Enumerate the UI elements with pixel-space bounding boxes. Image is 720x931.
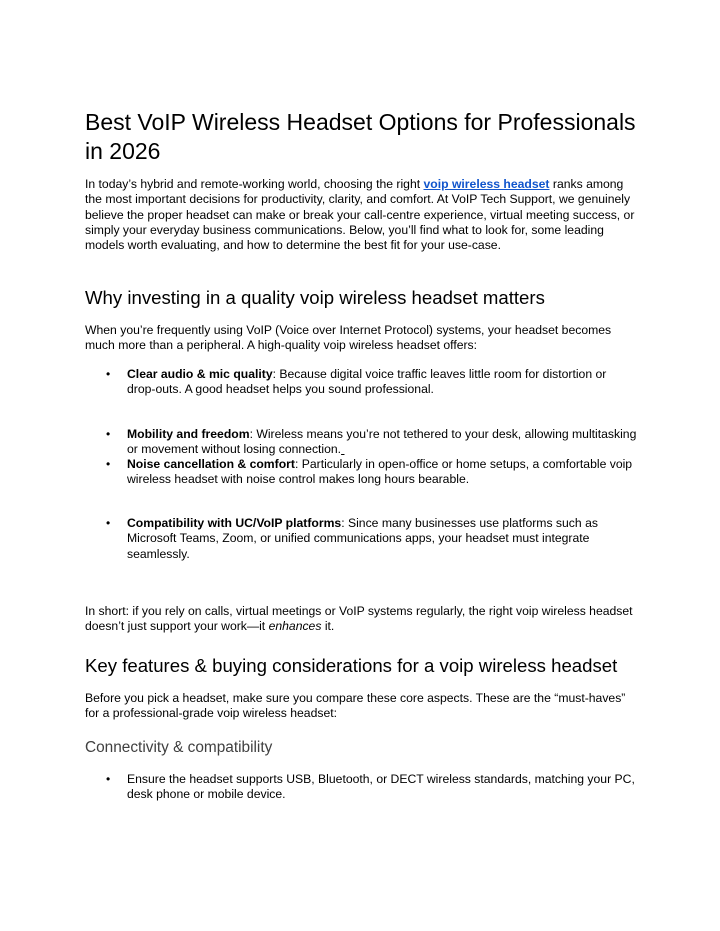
intro-text-end: ranks among the most important decisions for productivity, clarity, and comfort. At VoIP Tech Support, we genuinely believe the proper headset can make or break your call-centre experience, virtual meeting success, or simply your everyday business communications. Below, you’ll find what to look for, some leading models worth evaluating, and how to determine the best fit for your use-case.: [85, 177, 635, 253]
bullet-icon: •: [106, 367, 111, 381]
list-item: [106, 427, 637, 458]
intro-text-start: In today’s hybrid and remote-working world, choosing the right: [85, 177, 424, 191]
intro-paragraph: [85, 177, 640, 253]
section2-heading: Key features & buying considerations for a voip wireless headset: [85, 655, 618, 676]
list-item-bold: Noise cancellation & comfort: [127, 457, 295, 471]
bullet-icon: •: [106, 427, 111, 441]
bullet-icon: •: [106, 772, 111, 786]
summary-text-end: it.: [321, 619, 335, 634]
underline-gap: [341, 442, 344, 456]
list-item-bold: Mobility and freedom: [127, 427, 250, 441]
list-item-text: Ensure the headset supports USB, Bluetooth, or DECT wireless standards, matching your PC, desk phone or mobile device.: [127, 772, 635, 802]
voip-wireless-headset-link[interactable]: voip wireless headset: [423, 177, 550, 191]
bullet-icon: •: [106, 457, 111, 471]
summary-emphasis: enhances: [268, 619, 322, 634]
list-item: [106, 772, 637, 803]
list-item-bold: Clear audio & mic quality: [127, 367, 273, 381]
list-item-text: : Since many businesses use platforms such as Microsoft Teams, Zoom, or unified communications apps, your headset must integrate seamlessly.: [127, 516, 598, 561]
list-item: [106, 367, 637, 398]
summary-text-start: In short: if you rely on calls, virtual meetings or VoIP systems regularly, the right voip wireless headset doesn’t just support your work—it: [85, 604, 633, 634]
section2-lead: Before you pick a headset, make sure you compare these core aspects. These are the “must-haves” for a professional-grade voip wireless headset:: [85, 691, 626, 721]
bullet-icon: •: [106, 516, 111, 530]
section1-summary: [85, 604, 640, 635]
list-item-text: : Because digital voice traffic leaves little room for distortion or drop-outs. A good headset helps you sound professional.: [127, 367, 607, 397]
list-item-bold: Compatibility with UC/VoIP platforms: [127, 516, 342, 530]
list-item-text: : Particularly in open-office or home setups, a comfortable voip wireless headset with noise control makes long hours bearable.: [127, 457, 633, 487]
page-title: Best VoIP Wireless Headset Options for Professionals in 2026: [85, 109, 636, 164]
section1-lead: When you’re frequently using VoIP (Voice over Internet Protocol) systems, your headset becomes much more than a peripheral. A high-quality voip wireless headset offers:: [85, 323, 612, 353]
section1-heading: Why investing in a quality voip wireless headset matters: [85, 287, 545, 308]
list-item: [106, 457, 637, 488]
list-item-text: : Wireless means you’re not tethered to your desk, allowing multitasking or movement without losing connection.: [127, 427, 637, 457]
list-item: [106, 516, 637, 562]
section2-subheading: Connectivity & compatibility: [85, 739, 273, 756]
